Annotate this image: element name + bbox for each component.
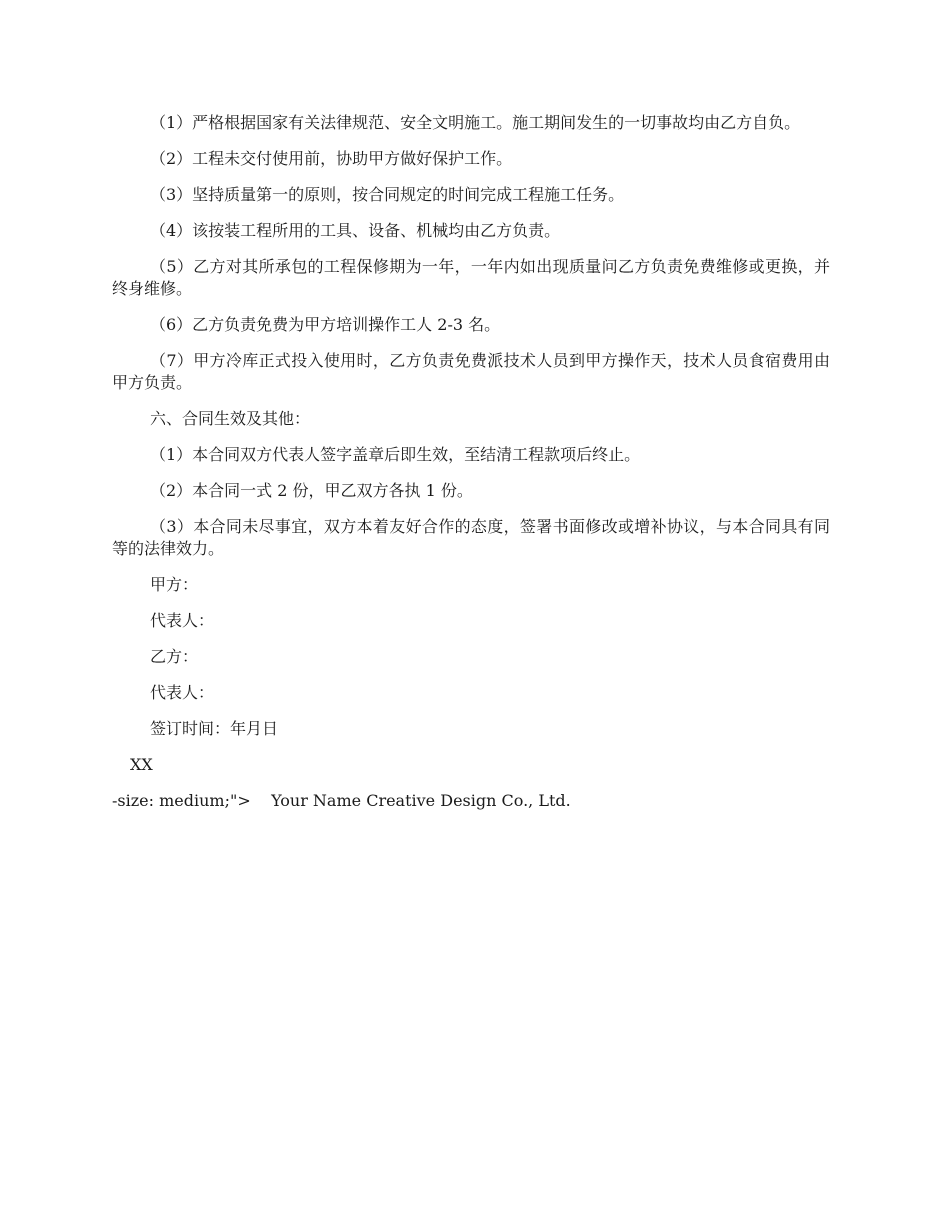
party-a-representative-label: 代表人： [150,611,215,630]
clause-5-2: （2）工程未交付使用前，协助甲方做好保护工作。 [150,149,513,168]
clause-5-4: （4）该按装工程所用的工具、设备、机械均由乙方负责。 [150,221,561,240]
clause-6-3: （3）本合同未尽事宜，双方本着友好合作的态度，签署书面修改或增补协议，与本合同具有同等的法律效力。 [112,517,830,558]
party-a-label: 甲方： [150,575,199,594]
party-b-label: 乙方： [150,647,199,666]
clause-6-1: （1）本合同双方代表人签字盖章后即生效，至结清工程款项后终止。 [150,445,641,464]
clause-5-1: （1）严格根据国家有关法律规范、安全文明施工。施工期间发生的一切事故均由乙方自负。 [150,113,801,132]
clause-5-5: （5）乙方对其所承包的工程保修期为一年，一年内如出现质量问乙方负责免费维修或更换，并终身维修。 [112,257,830,298]
party-b-representative-label: 代表人： [150,683,215,702]
xx-mark: XX [130,755,153,774]
clause-5-3: （3）坚持质量第一的原则，按合同规定的时间完成工程施工任务。 [150,185,625,204]
company-footer: -size: medium;"> Your Name Creative Design Co., Ltd. [112,791,571,810]
clause-5-6: （6）乙方负责免费为甲方培训操作工人 2-3 名。 [150,315,501,334]
document-body [112,112,830,812]
sign-date-label: 签订时间：年月日 [150,719,279,738]
clause-6-2: （2）本合同一式 2 份，甲乙双方各执 1 份。 [150,481,473,500]
clause-5-7: （7）甲方冷库正式投入使用时，乙方负责免费派技术人员到甲方操作天，技术人员食宿费用由甲方负责。 [112,351,830,392]
section-six-heading: 六、合同生效及其他： [150,409,311,428]
